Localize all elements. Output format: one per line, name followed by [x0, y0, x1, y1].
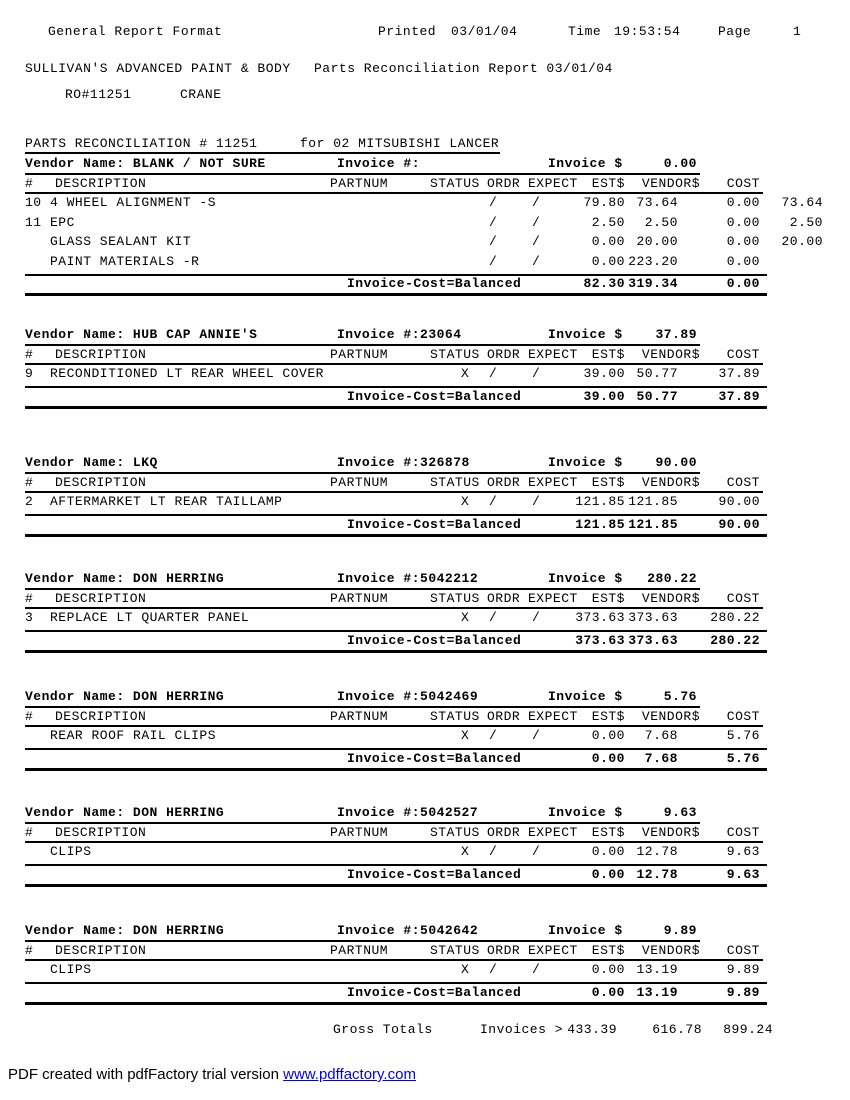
invoice-number: Invoice #:5042212 — [337, 571, 479, 586]
col-header-expect: EXPECT — [528, 825, 578, 840]
totals-cost: 0.00 — [726, 276, 760, 291]
part-ordr-slash: / — [489, 234, 498, 249]
invoice-number: Invoice #:5042642 — [337, 923, 479, 938]
col-header-cost: COST — [726, 176, 760, 191]
col-header-status: STATUS — [430, 709, 480, 724]
part-vendor-amount: 7.68 — [644, 728, 678, 743]
customer-name: CRANE — [180, 87, 222, 102]
page-number: 1 — [793, 24, 802, 39]
col-header-num: # — [25, 709, 34, 724]
col-header-est: EST$ — [591, 591, 625, 606]
header-underline — [25, 491, 763, 493]
part-cost-amount: 9.63 — [726, 844, 760, 859]
balance-label: Invoice-Cost=Balanced — [347, 388, 522, 404]
part-description: EPC — [50, 214, 75, 230]
totals-bottom-rule — [25, 534, 767, 537]
part-cost-amount: 0.00 — [726, 195, 760, 210]
vendor-name-label: Vendor Name: DON HERRING — [25, 571, 225, 586]
time-label: Time — [568, 24, 602, 39]
invoice-number: Invoice #:5042527 — [337, 805, 479, 820]
header-underline — [25, 725, 763, 727]
printed-label: Printed — [378, 24, 437, 39]
col-header-expect: EXPECT — [528, 176, 578, 191]
vendor-underline — [25, 588, 700, 590]
part-cost-amount: 0.00 — [726, 253, 760, 269]
report-title: Parts Reconciliation Report 03/01/04 — [314, 61, 613, 76]
part-line-number: 3 — [25, 610, 34, 625]
totals-est: 39.00 — [583, 388, 625, 404]
vendor-name-label: Vendor Name: LKQ — [25, 455, 158, 470]
totals-bottom-rule — [25, 650, 767, 653]
totals-cost: 90.00 — [718, 516, 760, 532]
part-description: PAINT MATERIALS -R — [50, 253, 200, 269]
invoice-amount-label: Invoice $ — [548, 805, 623, 820]
col-header-est: EST$ — [591, 347, 625, 362]
col-header-ordr: ORDR — [487, 709, 521, 724]
col-header-status: STATUS — [430, 943, 480, 958]
part-expect-slash: / — [532, 195, 541, 210]
part-expect-slash: / — [532, 844, 541, 859]
part-vendor-amount: 20.00 — [636, 234, 678, 249]
part-status-flag: X — [461, 962, 470, 977]
part-line-number: 10 — [25, 195, 42, 210]
vendor-name-label: Vendor Name: BLANK / NOT SURE — [25, 156, 266, 171]
ro-number: RO#11251 — [65, 87, 132, 102]
part-cost-amount: 0.00 — [726, 234, 760, 249]
part-ordr-slash: / — [489, 962, 498, 977]
vendor-name-label: Vendor Name: HUB CAP ANNIE'S — [25, 327, 258, 342]
balance-label: Invoice-Cost=Balanced — [347, 866, 522, 882]
col-header-vendor: VENDOR$ — [641, 591, 700, 606]
part-status-flag: X — [461, 610, 470, 625]
invoice-amount-label: Invoice $ — [548, 156, 623, 171]
vendor-name-label: Vendor Name: DON HERRING — [25, 805, 225, 820]
col-header-ordr: ORDR — [487, 176, 521, 191]
totals-bottom-rule — [25, 406, 767, 409]
col-header-status: STATUS — [430, 591, 480, 606]
col-header-status: STATUS — [430, 825, 480, 840]
col-header-cost: COST — [726, 709, 760, 724]
col-header-vendor: VENDOR$ — [641, 347, 700, 362]
col-header-partnum: PARTNUM — [330, 347, 389, 362]
part-ordr-slash: / — [489, 610, 498, 625]
col-header-status: STATUS — [430, 347, 480, 362]
part-line-number: 9 — [25, 366, 34, 381]
part-est-amount: 121.85 — [575, 494, 625, 509]
part-description: GLASS SEALANT KIT — [50, 234, 192, 249]
col-header-ordr: ORDR — [487, 825, 521, 840]
part-est-amount: 0.00 — [591, 253, 625, 269]
part-status-flag: X — [461, 844, 470, 859]
part-est-amount: 39.00 — [583, 366, 625, 381]
totals-cost: 37.89 — [718, 388, 760, 404]
part-description: REPLACE LT QUARTER PANEL — [50, 610, 250, 625]
col-header-vendor: VENDOR$ — [641, 176, 700, 191]
header-underline — [25, 607, 763, 609]
part-description: CLIPS — [50, 844, 92, 859]
gross-totals-label: Gross Totals — [333, 1022, 433, 1037]
col-header-num: # — [25, 825, 34, 840]
part-description: 4 WHEEL ALIGNMENT -S — [50, 195, 217, 210]
part-description: RECONDITIONED LT REAR WHEEL COVER — [50, 366, 324, 381]
part-vendor-amount: 13.19 — [636, 962, 678, 977]
part-expect-slash: / — [532, 214, 541, 230]
part-est-amount: 0.00 — [591, 728, 625, 743]
part-ordr-slash: / — [489, 214, 498, 230]
part-ordr-slash: / — [489, 728, 498, 743]
invoice-amount: 5.76 — [663, 689, 697, 704]
col-header-cost: COST — [726, 347, 760, 362]
col-header-num: # — [25, 347, 34, 362]
invoice-number: Invoice #: — [337, 156, 421, 171]
gross-invoices-label: Invoices > — [480, 1022, 564, 1037]
part-ordr-slash: / — [489, 253, 498, 269]
gross-cost-total: 899.24 — [723, 1022, 773, 1037]
part-balance-amount: 2.50 — [789, 214, 823, 230]
invoice-amount: 37.89 — [655, 327, 697, 342]
gross-est-total: 433.39 — [567, 1022, 617, 1037]
part-est-amount: 373.63 — [575, 610, 625, 625]
col-header-est: EST$ — [591, 475, 625, 490]
col-header-description: DESCRIPTION — [55, 825, 147, 840]
part-ordr-slash: / — [489, 494, 498, 509]
part-description: REAR ROOF RAIL CLIPS — [50, 728, 217, 743]
col-header-ordr: ORDR — [487, 475, 521, 490]
col-header-ordr: ORDR — [487, 943, 521, 958]
vendor-underline — [25, 940, 700, 942]
col-header-est: EST$ — [591, 709, 625, 724]
totals-est: 0.00 — [591, 750, 625, 766]
totals-est: 82.30 — [583, 276, 625, 291]
col-header-expect: EXPECT — [528, 591, 578, 606]
col-header-vendor: VENDOR$ — [641, 709, 700, 724]
title-underline — [25, 152, 500, 154]
part-expect-slash: / — [532, 962, 541, 977]
col-header-status: STATUS — [430, 475, 480, 490]
part-vendor-amount: 50.77 — [636, 366, 678, 381]
part-ordr-slash: / — [489, 844, 498, 859]
part-cost-amount: 9.89 — [726, 962, 760, 977]
totals-est: 373.63 — [575, 632, 625, 648]
part-status-flag: X — [461, 728, 470, 743]
col-header-vendor: VENDOR$ — [641, 475, 700, 490]
col-header-description: DESCRIPTION — [55, 176, 147, 191]
part-balance-amount: 73.64 — [781, 195, 823, 210]
part-ordr-slash: / — [489, 195, 498, 210]
part-expect-slash: / — [532, 366, 541, 381]
part-expect-slash: / — [532, 234, 541, 249]
part-vendor-amount: 73.64 — [636, 195, 678, 210]
part-est-amount: 79.80 — [583, 195, 625, 210]
part-description: CLIPS — [50, 962, 92, 977]
col-header-ordr: ORDR — [487, 591, 521, 606]
part-ordr-slash: / — [489, 366, 498, 381]
part-cost-amount: 0.00 — [726, 214, 760, 230]
col-header-partnum: PARTNUM — [330, 709, 389, 724]
col-header-ordr: ORDR — [487, 347, 521, 362]
part-line-number: 2 — [25, 494, 34, 509]
balance-label: Invoice-Cost=Balanced — [347, 750, 522, 766]
part-expect-slash: / — [532, 253, 541, 269]
part-cost-amount: 5.76 — [726, 728, 760, 743]
vehicle-title: for 02 MITSUBISHI LANCER — [300, 136, 500, 151]
part-est-amount: 0.00 — [591, 234, 625, 249]
totals-vendor: 12.78 — [636, 866, 678, 882]
pdf-footer-text: PDF created with pdfFactory trial version — [8, 1066, 284, 1083]
invoice-amount-label: Invoice $ — [548, 923, 623, 938]
time-value: 19:53:54 — [614, 24, 681, 39]
part-expect-slash: / — [532, 728, 541, 743]
part-status-flag: X — [461, 366, 470, 381]
totals-vendor: 121.85 — [628, 516, 678, 532]
balance-label: Invoice-Cost=Balanced — [347, 516, 522, 532]
reconciliation-title: PARTS RECONCILIATION # 11251 — [25, 136, 258, 151]
header-underline — [25, 841, 763, 843]
part-vendor-amount: 373.63 — [628, 610, 678, 625]
vendor-underline — [25, 173, 700, 175]
balance-label: Invoice-Cost=Balanced — [347, 632, 522, 648]
totals-vendor: 13.19 — [636, 984, 678, 1000]
totals-bottom-rule — [25, 1002, 767, 1005]
totals-bottom-rule — [25, 884, 767, 887]
totals-est: 0.00 — [591, 866, 625, 882]
page-label: Page — [718, 24, 752, 39]
vendor-name-label: Vendor Name: DON HERRING — [25, 923, 225, 938]
col-header-description: DESCRIPTION — [55, 943, 147, 958]
part-cost-amount: 90.00 — [718, 494, 760, 509]
col-header-cost: COST — [726, 591, 760, 606]
totals-vendor: 50.77 — [636, 388, 678, 404]
col-header-num: # — [25, 176, 34, 191]
header-underline — [25, 192, 763, 194]
totals-cost: 9.63 — [726, 866, 760, 882]
part-balance-amount: 20.00 — [781, 234, 823, 249]
vendor-name-label: Vendor Name: DON HERRING — [25, 689, 225, 704]
col-header-num: # — [25, 475, 34, 490]
part-cost-amount: 37.89 — [718, 366, 760, 381]
printed-date: 03/01/04 — [451, 24, 518, 39]
invoice-amount-label: Invoice $ — [548, 571, 623, 586]
col-header-partnum: PARTNUM — [330, 176, 389, 191]
totals-cost: 5.76 — [726, 750, 760, 766]
part-est-amount: 0.00 — [591, 962, 625, 977]
totals-cost: 9.89 — [726, 984, 760, 1000]
header-underline — [25, 959, 763, 961]
col-header-est: EST$ — [591, 176, 625, 191]
part-vendor-amount: 223.20 — [628, 253, 678, 269]
invoice-amount: 90.00 — [655, 455, 697, 470]
part-description: AFTERMARKET LT REAR TAILLAMP — [50, 494, 283, 509]
pdffactory-link[interactable]: www.pdffactory.com — [283, 1066, 416, 1083]
part-cost-amount: 280.22 — [710, 610, 760, 625]
col-header-status: STATUS — [430, 176, 480, 191]
col-header-expect: EXPECT — [528, 347, 578, 362]
col-header-description: DESCRIPTION — [55, 709, 147, 724]
part-vendor-amount: 121.85 — [628, 494, 678, 509]
col-header-vendor: VENDOR$ — [641, 825, 700, 840]
part-line-number: 11 — [25, 214, 42, 230]
totals-vendor: 373.63 — [628, 632, 678, 648]
col-header-est: EST$ — [591, 943, 625, 958]
invoice-amount-label: Invoice $ — [548, 689, 623, 704]
col-header-cost: COST — [726, 825, 760, 840]
col-header-expect: EXPECT — [528, 709, 578, 724]
col-header-partnum: PARTNUM — [330, 943, 389, 958]
vendor-underline — [25, 822, 700, 824]
invoice-amount-label: Invoice $ — [548, 455, 623, 470]
col-header-expect: EXPECT — [528, 943, 578, 958]
totals-est: 121.85 — [575, 516, 625, 532]
vendor-underline — [25, 706, 700, 708]
part-est-amount: 2.50 — [591, 214, 625, 230]
col-header-cost: COST — [726, 475, 760, 490]
balance-label: Invoice-Cost=Balanced — [347, 984, 522, 1000]
invoice-number: Invoice #:23064 — [337, 327, 462, 342]
header-underline — [25, 363, 763, 365]
col-header-num: # — [25, 943, 34, 958]
balance-label: Invoice-Cost=Balanced — [347, 276, 522, 291]
totals-est: 0.00 — [591, 984, 625, 1000]
col-header-cost: COST — [726, 943, 760, 958]
col-header-vendor: VENDOR$ — [641, 943, 700, 958]
invoice-amount: 280.22 — [647, 571, 697, 586]
col-header-partnum: PARTNUM — [330, 825, 389, 840]
part-expect-slash: / — [532, 494, 541, 509]
totals-bottom-rule — [25, 768, 767, 771]
gross-vendor-total: 616.78 — [652, 1022, 702, 1037]
totals-vendor: 319.34 — [628, 276, 678, 291]
part-vendor-amount: 12.78 — [636, 844, 678, 859]
col-header-description: DESCRIPTION — [55, 475, 147, 490]
pdf-footer — [8, 1066, 416, 1083]
vendor-underline — [25, 472, 700, 474]
invoice-amount: 9.63 — [663, 805, 697, 820]
col-header-description: DESCRIPTION — [55, 591, 147, 606]
part-status-flag: X — [461, 494, 470, 509]
col-header-num: # — [25, 591, 34, 606]
invoice-amount-label: Invoice $ — [548, 327, 623, 342]
col-header-expect: EXPECT — [528, 475, 578, 490]
totals-vendor: 7.68 — [644, 750, 678, 766]
invoice-amount: 9.89 — [663, 923, 697, 938]
col-header-partnum: PARTNUM — [330, 475, 389, 490]
invoice-number: Invoice #:326878 — [337, 455, 470, 470]
col-header-partnum: PARTNUM — [330, 591, 389, 606]
report-format-title: General Report Format — [48, 24, 223, 39]
company-name: SULLIVAN'S ADVANCED PAINT & BODY — [25, 61, 291, 76]
col-header-description: DESCRIPTION — [55, 347, 147, 362]
totals-bottom-rule — [25, 293, 767, 296]
invoice-amount: 0.00 — [663, 156, 697, 171]
totals-cost: 280.22 — [710, 632, 760, 648]
invoice-number: Invoice #:5042469 — [337, 689, 479, 704]
part-expect-slash: / — [532, 610, 541, 625]
part-est-amount: 0.00 — [591, 844, 625, 859]
col-header-est: EST$ — [591, 825, 625, 840]
vendor-underline — [25, 344, 700, 346]
part-vendor-amount: 2.50 — [644, 214, 678, 230]
